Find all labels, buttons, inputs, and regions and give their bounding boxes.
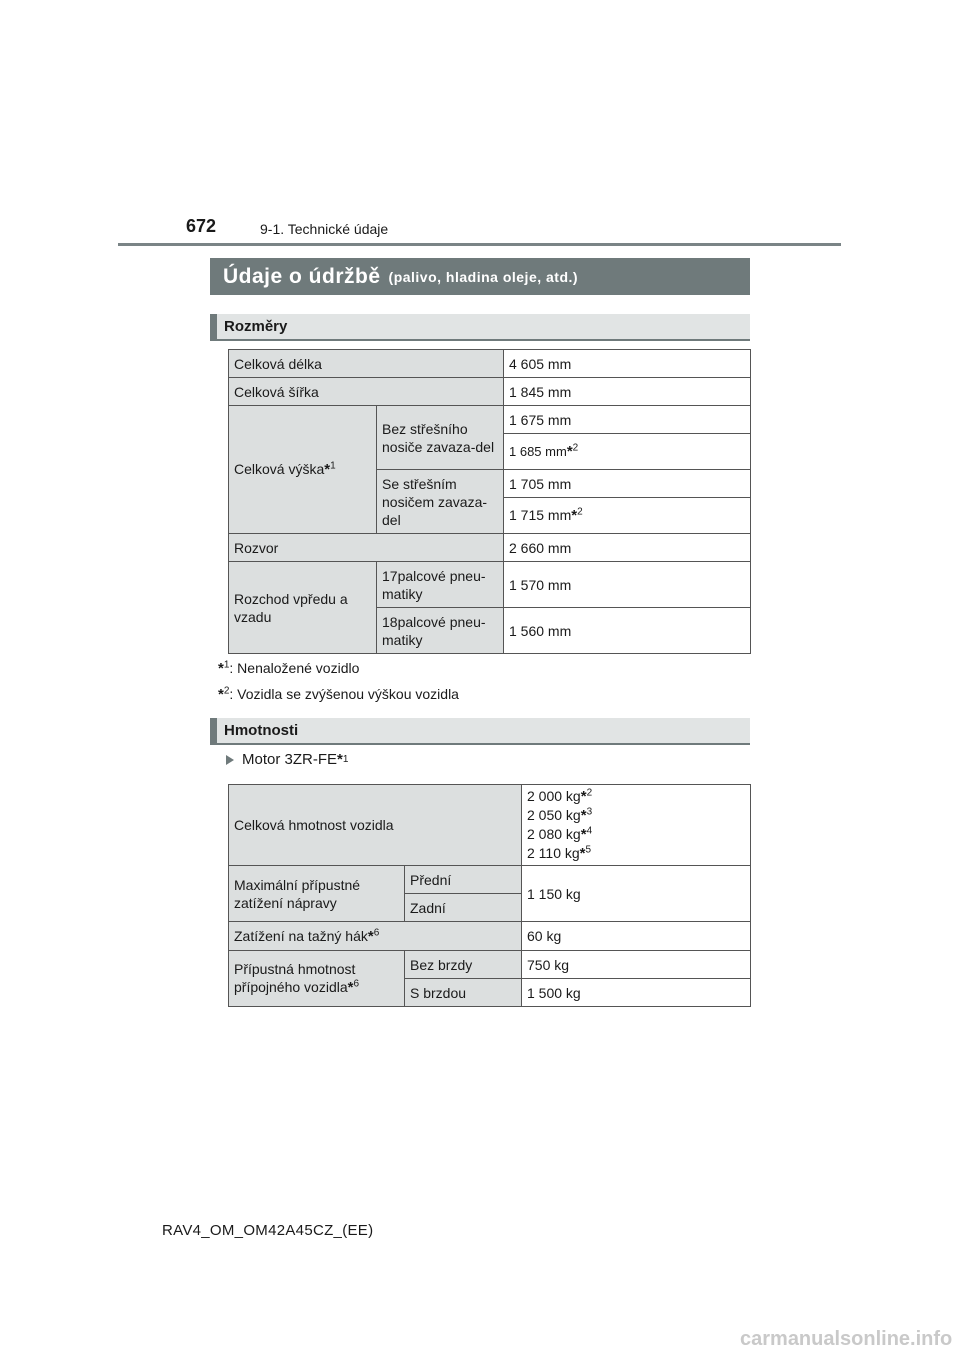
axle-load-value: 1 150 kg (522, 866, 751, 922)
length-label: Celková délka (229, 350, 504, 378)
section-banner (210, 258, 750, 295)
gross-weight-label: Celková hmotnost vozidla (229, 785, 522, 866)
tire17-label: 17palcové pneu-matiky (377, 562, 504, 608)
axle-rear-label: Zadní (405, 894, 522, 922)
weights-heading: Hmotnosti (210, 718, 750, 745)
no-rack-label: Bez střešního nosiče zavaza-del (377, 406, 504, 470)
footnote-star: * (571, 507, 578, 524)
tire18-value: 1 560 mm (504, 608, 751, 654)
footnote-star: * (580, 788, 587, 805)
no-rack-value-2-text: 1 685 mm (509, 443, 567, 459)
header-divider (118, 243, 841, 246)
triangle-bullet-icon (226, 755, 234, 765)
watermark: carmanualsonline.info (740, 1328, 953, 1350)
footnote-ref: 3 (586, 806, 593, 818)
table-row (229, 562, 751, 608)
table-row (229, 922, 751, 951)
trailer-no-brake-label: Bez brzdy (405, 951, 522, 979)
gross-weight-line (527, 806, 745, 825)
gross-weight-value: 2 000 kg (527, 788, 581, 804)
footnote-ref: 1 (330, 460, 336, 472)
no-rack-value-2 (504, 434, 751, 470)
towbar-load-text: Zatížení na tažný hák (234, 927, 368, 944)
gross-weight-value: 2 110 kg (527, 845, 580, 861)
footnote-text: : Vozidla se zvýšenou výškou vozidla (229, 686, 459, 702)
rack-value-2-text: 1 715 mm (509, 507, 572, 523)
footnote-star: * (218, 686, 224, 703)
gross-weight-line (527, 844, 745, 863)
footnote-2 (218, 686, 459, 703)
table-row (229, 866, 751, 894)
banner-title: Údaje o údržbě (223, 264, 381, 288)
table-row (229, 951, 751, 979)
axle-load-label: Maximální přípustné zatížení nápravy (229, 866, 405, 922)
tire18-label: 18palcové pneu-matiky (377, 608, 504, 654)
footnote-star: * (347, 979, 354, 996)
footnote-ref: 2 (223, 685, 230, 697)
footnote-star: * (218, 660, 224, 677)
trailer-brake-label: S brzdou (405, 979, 522, 1007)
width-value: 1 845 mm (504, 378, 751, 406)
table-row (229, 785, 751, 866)
tire17-value: 1 570 mm (504, 562, 751, 608)
wheelbase-value: 2 660 mm (504, 534, 751, 562)
rack-value-1: 1 705 mm (504, 470, 751, 498)
weights-table (228, 784, 751, 1007)
footnote-ref: 1 (223, 659, 230, 671)
no-rack-value-1: 1 675 mm (504, 406, 751, 434)
footnote-star: * (579, 845, 586, 862)
footnote-star: * (324, 461, 331, 478)
gross-weight-value: 2 080 kg (527, 826, 581, 842)
section-title: 9-1. Technické údaje (260, 221, 389, 237)
table-row (229, 350, 751, 378)
footnote-ref: 4 (586, 825, 593, 837)
gross-weight-line (527, 787, 745, 806)
rack-value-2 (504, 498, 751, 534)
table-row (229, 406, 751, 434)
wheelbase-label: Rozvor (229, 534, 504, 562)
footnote-ref: 2 (577, 506, 583, 518)
dimensions-table (228, 349, 751, 654)
gross-weight-values (522, 785, 751, 866)
table-row (229, 378, 751, 406)
height-label (229, 406, 377, 534)
footnote-ref: 2 (572, 442, 579, 454)
footnote-ref: 5 (585, 844, 592, 856)
track-label: Rozchod vpředu a vzadu (229, 562, 377, 654)
trailer-weight-text: Přípustná hmotnost přípojného vozidla (234, 961, 356, 995)
footnote-text: : Nenaložené vozidlo (229, 660, 360, 676)
page-number: 672 (186, 216, 217, 236)
footnote-1 (218, 660, 359, 677)
engine-item: Motor 3ZR-FE * 1 (226, 751, 348, 768)
footnote-ref: 6 (353, 978, 360, 990)
table-row (229, 534, 751, 562)
engine-text: Motor 3ZR-FE (242, 751, 338, 768)
footnote-ref: 2 (586, 787, 593, 799)
axle-front-label: Přední (405, 866, 522, 894)
gross-weight-line (527, 825, 745, 844)
banner-subtitle: (palivo, hladina oleje, atd.) (388, 268, 579, 285)
trailer-weight-label (229, 951, 405, 1007)
towbar-load-value: 60 kg (522, 922, 751, 951)
footnote-star: * (580, 826, 587, 843)
footnote-ref: 6 (373, 926, 380, 938)
height-label-text: Celková výška (234, 461, 325, 477)
footnote-star: * (367, 927, 374, 945)
gross-weight-value: 2 050 kg (527, 807, 581, 823)
length-value: 4 605 mm (504, 350, 751, 378)
trailer-no-brake-value: 750 kg (522, 951, 751, 979)
footnote-star: * (337, 751, 343, 768)
trailer-brake-value: 1 500 kg (522, 979, 751, 1007)
dimensions-heading: Rozměry (210, 314, 750, 341)
document-id: RAV4_OM_OM42A45CZ_(EE) (162, 1222, 374, 1239)
width-label: Celková šířka (229, 378, 504, 406)
rack-label: Se střešním nosičem zavaza-del (377, 470, 504, 534)
towbar-load-label (229, 922, 522, 951)
footnote-star: * (566, 442, 573, 460)
footnote-star: * (580, 807, 587, 824)
